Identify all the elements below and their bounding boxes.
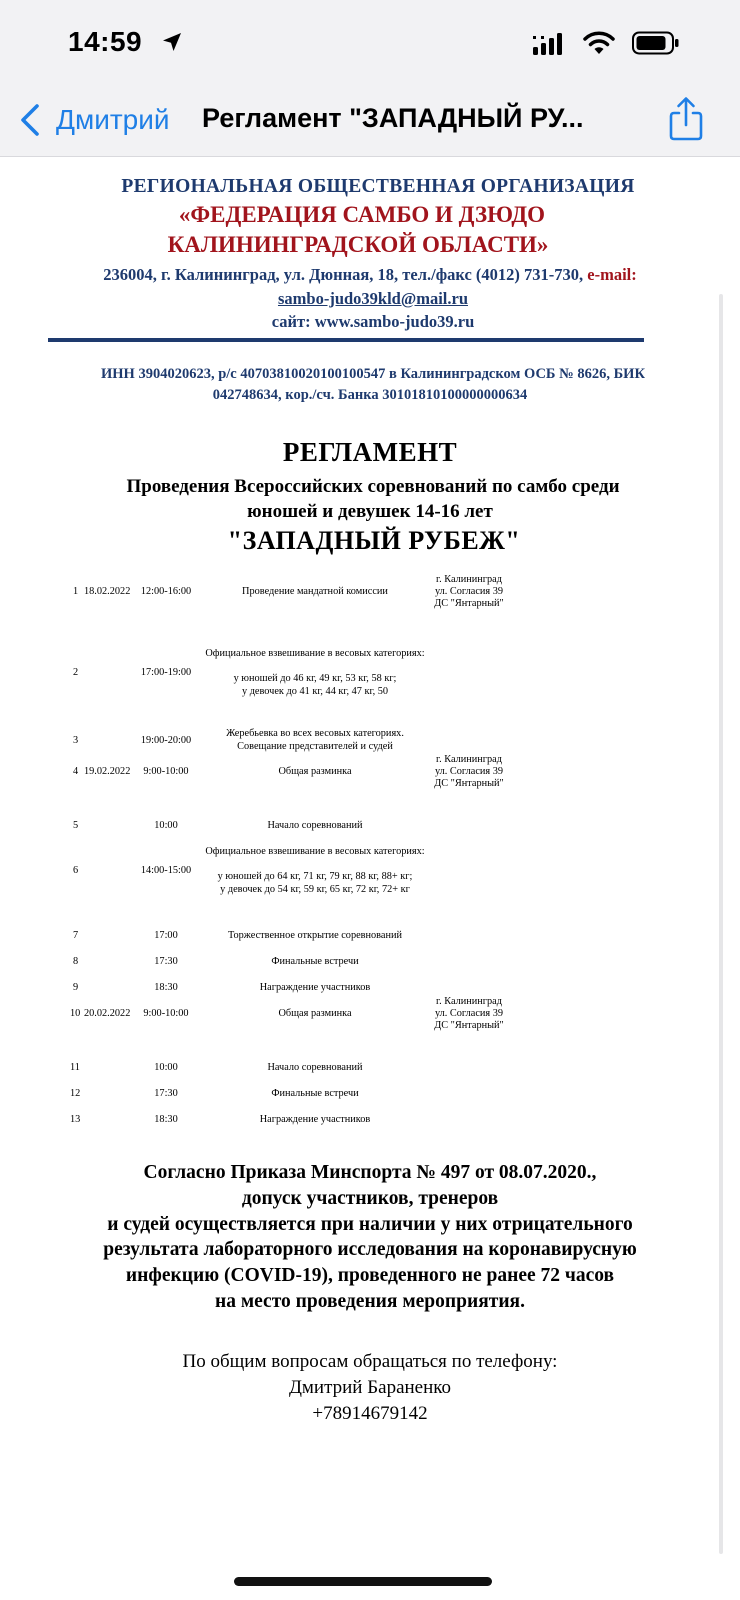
row-event (195, 982, 435, 995)
row-time: 14:00-15:00 (140, 865, 192, 876)
navigation-bar (0, 90, 740, 157)
row-time: 9:00-10:00 (143, 766, 189, 777)
row-time: 10:00 (154, 1062, 178, 1074)
email-link[interactable]: sambo-judo39kld@mail.ru (277, 289, 468, 308)
row-time: 17:30 (154, 956, 178, 968)
row-number: 11 (70, 1062, 80, 1074)
row-venue-line: ДС "Янтарный" (434, 598, 504, 609)
org-type-heading: РЕГИОНАЛЬНАЯ ОБЩЕСТВЕННАЯ ОРГАНИЗАЦИЯ (121, 176, 635, 197)
row-time: 17:00-19:00 (140, 667, 192, 678)
row-event-line: Официальное взвешивание в весовых категориях: (205, 648, 425, 659)
row-event (195, 728, 435, 753)
location-arrow-icon (160, 30, 184, 54)
row-event-line: Начало соревнований (267, 1062, 363, 1073)
cellular-signal-icon (533, 33, 563, 55)
row-number: 7 (73, 930, 79, 942)
row-venue-line: ул. Согласия 39 (434, 1008, 504, 1019)
row-venue (428, 754, 510, 790)
row-event (195, 956, 435, 969)
row-venue-line: ДС "Янтарный" (434, 1020, 504, 1031)
address-text: 236004, г. Калининград, ул. Дюнная, 18, тел./факс (4012) 731-730, (103, 265, 588, 284)
row-time: 17:30 (154, 1088, 178, 1100)
contact-line: По общим вопросам обращаться по телефону: (182, 1351, 558, 1372)
share-icon[interactable] (666, 96, 706, 142)
row-event-line: у девочек до 41 кг, 44 кг, 47 кг, 50 (241, 685, 389, 697)
row-event (195, 586, 435, 599)
row-number: 8 (73, 956, 79, 968)
row-date: 18.02.2022 (84, 586, 131, 597)
row-event (195, 766, 435, 779)
row-event-line (195, 859, 435, 872)
contact-phone[interactable]: +78914679142 (312, 1403, 428, 1424)
battery-icon (632, 31, 680, 55)
row-event-line: Совещание представителей и судей (237, 740, 393, 752)
row-event-line: Финальные встречи (271, 1088, 359, 1099)
row-event (195, 1062, 435, 1075)
covid-notice-line: допуск участников, тренеров (241, 1188, 499, 1209)
org-name-line-2: КАЛИНИНГРАДСКОЙ ОБЛАСТИ» (167, 232, 549, 257)
row-venue-line: ул. Согласия 39 (434, 586, 504, 597)
row-event (195, 820, 435, 833)
regulation-subtitle-2: юношей и девушек 14-16 лет (247, 501, 493, 522)
row-venue-line: ул. Согласия 39 (434, 766, 504, 777)
row-time: 12:00-16:00 (140, 586, 192, 597)
row-event-line: Награждение участников (259, 982, 371, 993)
row-time: 19:00-20:00 (140, 734, 192, 746)
row-event-line: у девочек до 54 кг, 59 кг, 65 кг, 72 кг, 72+ кг (220, 883, 410, 895)
status-time: 14:59 (68, 26, 143, 57)
row-event (195, 1088, 435, 1101)
row-number: 13 (70, 1114, 81, 1126)
row-number: 5 (73, 820, 79, 832)
row-event (195, 648, 435, 698)
row-event-line: Награждение участников (259, 1114, 371, 1125)
row-event-line (195, 661, 435, 674)
row-venue-line: ДС "Янтарный" (434, 778, 504, 789)
row-number: 3 (73, 734, 79, 746)
row-event-line: Финальные встречи (271, 956, 359, 967)
row-event (195, 1008, 435, 1021)
row-number: 1 (73, 586, 79, 597)
row-number: 6 (73, 865, 79, 876)
row-event-line: Начало соревнований (267, 820, 363, 831)
event-name: "ЗАПАДНЫЙ РУБЕЖ" (227, 526, 521, 555)
row-date: 20.02.2022 (84, 1008, 131, 1019)
row-event-line: Официальное взвешивание в весовых категориях: (205, 846, 425, 857)
website-link[interactable]: сайт: www.sambo-judo39.ru (271, 312, 475, 331)
back-button-label: Дмитрий (56, 104, 170, 135)
row-venue-line: г. Калининград (436, 754, 502, 765)
row-time: 18:30 (154, 1114, 178, 1126)
row-event-line: у юношей до 46 кг, 49 кг, 53 кг, 58 кг; (233, 673, 397, 684)
row-time: 17:00 (154, 930, 178, 942)
document-page (0, 158, 740, 1600)
regulation-title: РЕГЛАМЕНТ (282, 437, 458, 467)
row-event (195, 846, 435, 896)
status-bar (0, 0, 740, 90)
wifi-icon (583, 30, 615, 56)
row-number: 9 (73, 982, 79, 994)
row-number: 4 (73, 766, 79, 777)
row-time: 18:30 (154, 982, 178, 994)
row-event-line: Проведение мандатной комиссии (242, 585, 388, 597)
row-venue-line: г. Калининград (436, 996, 502, 1007)
bank-details-line-2: 042748634, кор./сч. Банка 30101810100000000634 (212, 387, 528, 403)
covid-notice-line: инфекцию (COVID-19), проведенного не ранее 72 часов (125, 1265, 615, 1286)
letterhead-divider (48, 338, 644, 342)
email-label: e-mail: (587, 265, 637, 284)
row-venue-line: г. Калининград (436, 574, 502, 585)
row-event-line: у юношей до 64 кг, 71 кг, 79 кг, 88 кг, 88+ кг; (217, 871, 413, 882)
row-time: 10:00 (154, 820, 178, 832)
home-indicator[interactable] (234, 1577, 492, 1586)
back-button[interactable] (18, 100, 170, 140)
row-event-line: Торжественное открытие соревнований (227, 930, 403, 941)
row-venue (428, 996, 510, 1032)
covid-notice-line: результата лабораторного исследования на коронавирусную (103, 1239, 637, 1260)
row-event-line: Жеребьевка во всех весовых категориях. (226, 728, 404, 739)
row-venue (428, 574, 510, 610)
row-date: 19.02.2022 (84, 766, 131, 777)
org-name-line-1: «ФЕДЕРАЦИЯ САМБО И ДЗЮДО (178, 202, 546, 227)
regulation-subtitle-1: Проведения Всероссийских соревнований по самбо среди (126, 476, 620, 497)
org-address (0, 265, 740, 285)
covid-notice-line: на место проведения мероприятия. (215, 1291, 525, 1312)
covid-notice-line: Согласно Приказа Минспорта № 497 от 08.07.2020., (143, 1162, 597, 1183)
row-event-line: Общая разминка (278, 765, 352, 777)
row-number: 12 (70, 1088, 81, 1100)
scrollbar[interactable] (719, 294, 723, 1554)
row-event (195, 930, 435, 943)
row-event-line: Общая разминка (278, 1007, 352, 1019)
chevron-left-icon (18, 103, 42, 137)
covid-notice-line: и судей осуществляется при наличии у них отрицательного (107, 1214, 633, 1235)
row-number: 10 (70, 1008, 81, 1019)
row-number: 2 (73, 667, 79, 678)
document-title: Регламент "ЗАПАДНЫЙ РУ... (202, 103, 584, 133)
row-time: 9:00-10:00 (143, 1008, 189, 1019)
contact-name: Дмитрий Бараненко (288, 1377, 452, 1398)
row-event (195, 1114, 435, 1127)
bank-details-line-1: ИНН 3904020623, р/с 40703810020100100547 в Калининградском ОСБ № 8626, БИК (101, 366, 645, 382)
